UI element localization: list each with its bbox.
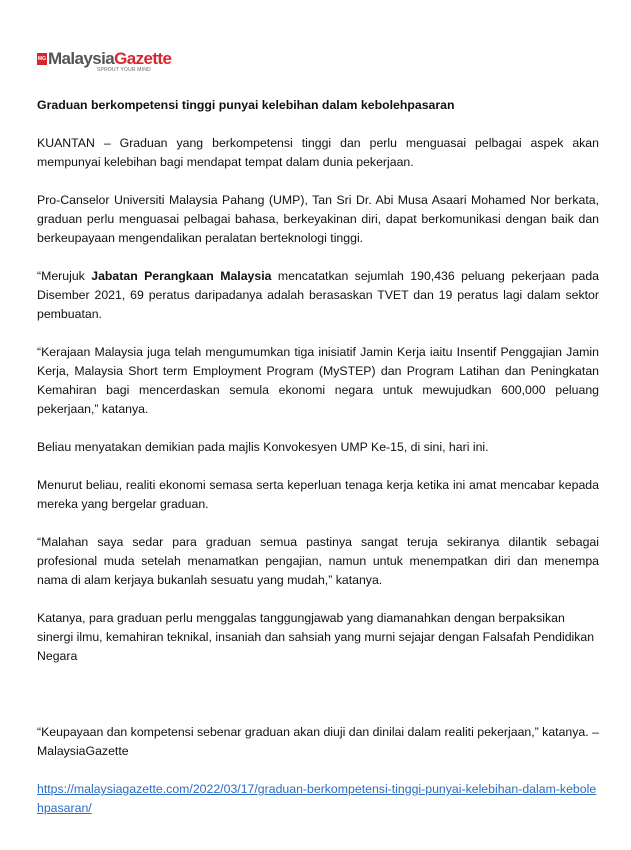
paragraph-3: [37, 267, 599, 324]
source-link[interactable]: https://malaysiagazette.com/2022/03/17/graduan-berkompetensi-tinggi-punyai-kelebihan-dalam-kebolehpasaran/: [37, 782, 597, 815]
paragraph-4: “Kerajaan Malaysia juga telah mengumumkan tiga inisiatif Jamin Kerja iaitu Insentif Penggajian Jamin Kerja, Malaysia Short term Employment Program (MySTEP) dan Program Latihan dan Peningkatan Kemahiran bagi mencerdaskan semula ekonomi negara untuk mewujudkan 600,000 peluang pekerjaan,” katanya.: [37, 345, 599, 416]
article-body: [37, 96, 599, 837]
paragraph-3-bold: Jabatan Perangkaan Malaysia: [91, 269, 272, 283]
logo-name-gazette: Gazette: [114, 49, 172, 68]
logo-wordmark: [48, 50, 171, 67]
paragraph-6: Menurut beliau, realiti ekonomi semasa serta keperluan tenaga kerja ketika ini amat mencabar kepada mereka yang bergelar graduan.: [37, 478, 599, 511]
paragraph-1: KUANTAN – Graduan yang berkompetensi tinggi dan perlu menguasai pelbagai aspek akan mempunyai kelebihan bagi mendapat tempat dalam dunia pekerjaan.: [37, 136, 599, 169]
malaysiagazette-logo: [37, 50, 171, 74]
paragraph-9: “Keupayaan dan kompetensi sebenar graduan akan diuji dan dinilai dalam realiti pekerjaan,” katanya. – MalaysiaGazette: [37, 725, 599, 758]
spacer: [37, 685, 599, 723]
paragraph-7: “Malahan saya sedar para graduan semua pastinya sangat teruja sekiranya dilantik sebagai profesional muda setelah menamatkan pengajian, namun untuk menempatkan diri dan menempa nama di alam kerjaya bukanlah sesuatu yang mudah,” katanya.: [37, 535, 599, 587]
source-link-paragraph: [37, 780, 599, 818]
paragraph-2: Pro-Canselor Universiti Malaysia Pahang (UMP), Tan Sri Dr. Abi Musa Asaari Mohamed Nor berkata, graduan perlu menguasai pelbagai bahasa, berkeyakinan diri, dapat berkomunikasi dengan baik dan berkeupayaan mengendalikan peralatan berteknologi tinggi.: [37, 193, 599, 245]
logo-name-malaysia: Malaysia: [48, 49, 115, 68]
paragraph-3-post: mencatatkan sejumlah 190,436 peluang pekerjaan pada Disember 2021, 69 peratus daripadanya adalah berasaskan TVET dan 19 peratus lagi dalam sektor pembuatan.: [37, 269, 600, 321]
logo-badge-icon: MG: [37, 53, 47, 65]
article-title: Graduan berkompetensi tinggi punyai kelebihan dalam kebolehpasaran: [37, 98, 455, 112]
paragraph-5: Beliau menyatakan demikian pada majlis Konvokesyen UMP Ke-15, di sini, hari ini.: [37, 440, 489, 454]
paragraph-8: Katanya, para graduan perlu menggalas tanggungjawab yang diamanahkan dengan berpaksikan sinergi ilmu, kemahiran teknikal, insaniah dan sahsiah yang murni sejajar dengan Falsafah Pendidikan Negara: [37, 611, 595, 663]
logo-tagline: SPROUT YOUR MIND: [97, 67, 151, 73]
paragraph-3-pre: “Merujuk: [37, 269, 92, 283]
